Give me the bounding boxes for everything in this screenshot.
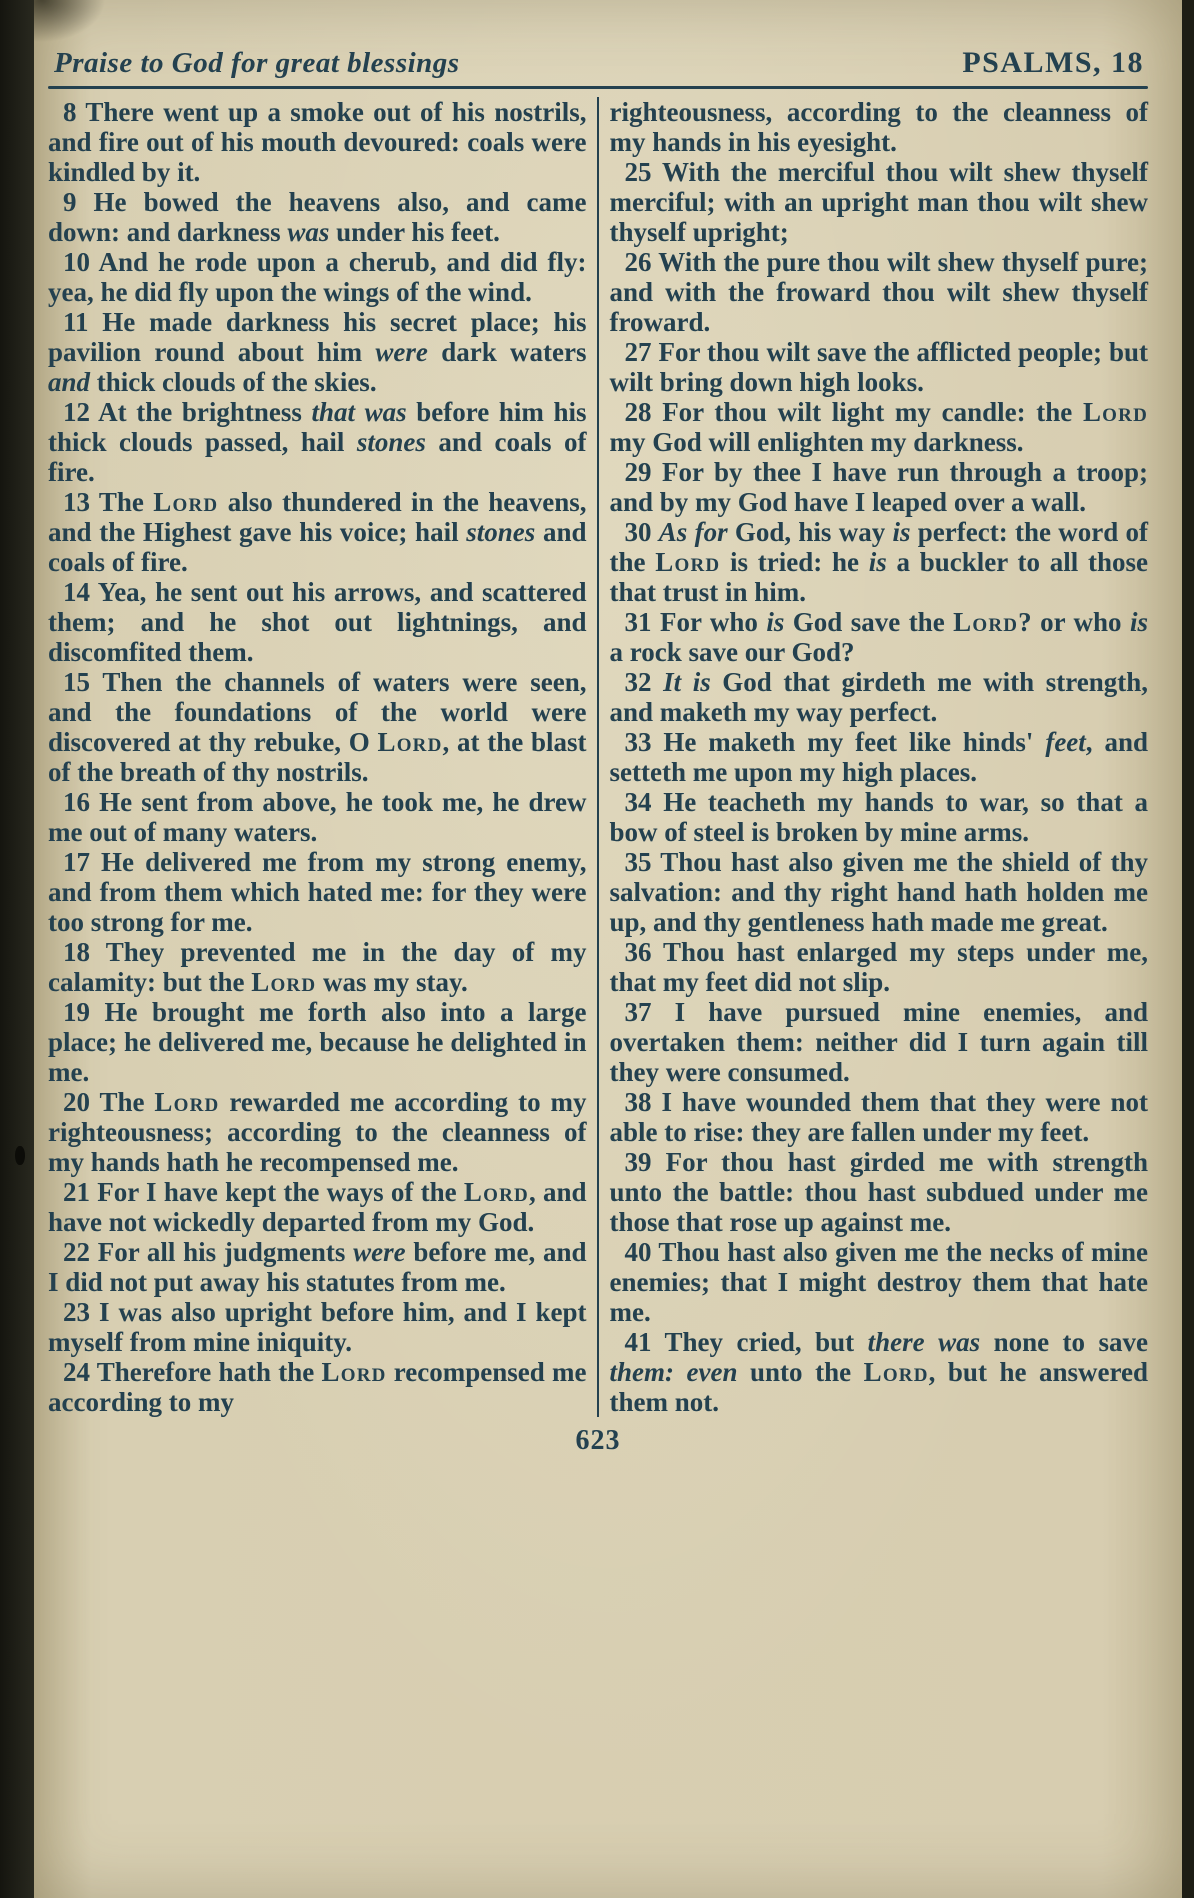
verse-33 (610, 727, 1149, 787)
verse-number: 31 (624, 607, 660, 637)
verse-number: 8 (63, 97, 86, 127)
verse-text: He delivered me from my strong enemy, and from them which hated me: for they were too strong for me. (48, 847, 587, 937)
verse-text: For thou wilt light my candle: the (662, 397, 1083, 427)
verse-text: Thou hast enlarged my steps under me, that my feet did not slip. (609, 937, 1148, 997)
verse-text: God save the (784, 607, 954, 637)
verse-text-italic: that was (311, 397, 407, 427)
verse-number: 21 (63, 1177, 98, 1207)
verse-text: Thou hast also given me the necks of mine enemies; that I might destroy them that hate me. (609, 1237, 1148, 1327)
verse-number: 33 (624, 727, 664, 757)
verse-text: is tried: he (720, 547, 869, 577)
verse-34 (610, 787, 1149, 847)
lord-smallcaps: Lord (154, 1087, 220, 1117)
verse-text: was my stay. (316, 967, 468, 997)
verse-text: For thou hast girded me with strength unto the battle: thou hast subdued under me those that rose up against me. (609, 1147, 1149, 1237)
verse-text-italic: were (375, 337, 428, 367)
verse-21 (48, 1177, 587, 1237)
verse-number: 9 (63, 187, 94, 217)
verse-text: a buckler to all those that trust in him. (609, 547, 1148, 607)
verse-number: 28 (624, 397, 663, 427)
verse-36 (610, 937, 1149, 997)
verse-26 (610, 247, 1149, 337)
verse-number: 10 (63, 247, 99, 277)
lord-smallcaps: Lord (863, 1357, 929, 1387)
verse-text-italic: and (48, 367, 91, 397)
lord-smallcaps: Lord (251, 967, 317, 997)
verse-number: 30 (624, 517, 659, 547)
lord-smallcaps: Lord (953, 607, 1019, 637)
verse-11 (48, 307, 587, 397)
verse-text: before me, and I did not put away his statutes from me. (48, 1237, 587, 1297)
verse-29 (610, 457, 1149, 517)
verse-text: perfect: the word of the (609, 517, 1149, 577)
lord-smallcaps: Lord (655, 547, 721, 577)
running-head-summary: Praise to God for great blessings (54, 47, 460, 79)
verse-text: , at the blast of the breath of thy nostrils. (48, 727, 587, 787)
verse-number: 19 (63, 997, 105, 1027)
verse-text: He maketh my feet like hinds' (663, 727, 1046, 757)
lord-smallcaps: Lord (1082, 397, 1148, 427)
verse-text: They prevented me in the day of my calamity: but the (48, 937, 587, 997)
verse-number: 41 (624, 1327, 665, 1357)
verse-14 (48, 577, 587, 667)
verse-continuation (610, 97, 1149, 157)
verse-text: The (98, 487, 154, 517)
verse-text: I have wounded them that they were not able to rise: they are fallen under my feet. (609, 1087, 1148, 1147)
verse-text: unto the (737, 1357, 864, 1387)
text-columns (48, 97, 1148, 1417)
verse-25 (610, 157, 1149, 247)
verse-text-italic: As for (658, 517, 728, 547)
verse-text: He bowed the heavens also, and came down: and darkness (48, 187, 587, 247)
verse-text-italic: there was (867, 1327, 981, 1357)
verse-number: 29 (624, 457, 662, 487)
verse-20 (48, 1087, 587, 1177)
verse-text: , but he answered them not. (609, 1357, 1149, 1417)
verse-number: 20 (63, 1087, 100, 1117)
lord-smallcaps: Lord (153, 487, 219, 517)
verse-number: 12 (63, 397, 99, 427)
left-column (48, 97, 597, 1417)
verse-text: none to save (980, 1327, 1148, 1357)
verse-text: Yea, he sent out his arrows, and scattered them; and he shot out lightnings, and discomfited them. (48, 577, 587, 667)
running-head (48, 46, 1148, 86)
verse-16 (48, 787, 587, 847)
verse-number: 11 (63, 307, 103, 337)
verse-text: There went up a smoke out of his nostrils, and fire out of his mouth devoured: coals were kindled by it. (48, 97, 587, 187)
verse-text: For all his judgments (97, 1237, 354, 1267)
verse-text: and coals of fire. (48, 517, 587, 577)
verse-38 (610, 1087, 1149, 1147)
verse-text: my God will enlighten my darkness. (609, 427, 1024, 457)
page-edge-mark (15, 1146, 25, 1165)
verse-13 (48, 487, 587, 577)
verse-text-italic: is (1130, 607, 1149, 637)
verse-17 (48, 847, 587, 937)
verse-number: 34 (624, 787, 664, 817)
verse-text-italic: were (353, 1237, 406, 1267)
verse-text-italic: was (287, 217, 330, 247)
verse-text: God that girdeth me with strength, and maketh my way perfect. (609, 667, 1148, 727)
verse-number: 39 (624, 1147, 666, 1177)
verse-text: He sent from above, he took me, he drew me out of many waters. (48, 787, 587, 847)
verse-text-italic: stones (356, 427, 426, 457)
right-column (599, 97, 1149, 1417)
verse-number: 35 (624, 847, 661, 877)
verse-number: 14 (63, 577, 98, 607)
verse-number: 17 (63, 847, 102, 877)
verse-41 (610, 1327, 1149, 1417)
header-rule (48, 86, 1148, 89)
verse-text: , and have not wickedly departed from my God. (48, 1177, 587, 1237)
verse-text: righteousness, according to the cleanness of my hands in his eyesight. (609, 97, 1148, 157)
verse-text-italic: It is (663, 667, 711, 697)
verse-10 (48, 247, 587, 307)
verse-40 (610, 1237, 1149, 1327)
verse-text: also thundered in the heavens, and the Highest gave his voice; hail (48, 487, 587, 547)
verse-number: 24 (63, 1357, 97, 1387)
verse-text: dark waters (427, 337, 587, 367)
verse-9 (48, 187, 587, 247)
verse-8 (48, 97, 587, 187)
verse-number: 40 (624, 1237, 659, 1267)
verse-text-italic: them: (609, 1357, 674, 1387)
verse-27 (610, 337, 1149, 397)
bible-page (34, 0, 1182, 1898)
verse-text: , and setteth me upon my high places. (609, 727, 1148, 787)
verse-text (674, 1357, 687, 1387)
verse-37 (610, 997, 1149, 1087)
verse-number: 13 (63, 487, 99, 517)
verse-text: He brought me forth also into a large place; he delivered me, because he delighted in me. (48, 997, 587, 1087)
verse-text: under his feet. (329, 217, 500, 247)
verse-text: God, his way (727, 517, 893, 547)
verse-text: I have pursued mine enemies, and overtaken them: neither did I turn again till they were consumed. (609, 997, 1149, 1087)
verse-text: With the pure thou wilt shew thyself pure; and with the froward thou wilt shew thyself froward. (609, 247, 1149, 337)
verse-number: 37 (624, 997, 675, 1027)
verse-number: 22 (63, 1237, 98, 1267)
verse-19 (48, 997, 587, 1087)
verse-text-italic: feet (1045, 727, 1086, 757)
verse-text: He made darkness his secret place; his pavilion round about him (48, 307, 587, 367)
verse-text: before him his thick clouds passed, hail (48, 397, 587, 457)
verse-text: thick clouds of the skies. (90, 367, 377, 397)
verse-39 (610, 1147, 1149, 1237)
verse-22 (48, 1237, 587, 1297)
verse-text: The (99, 1087, 155, 1117)
verse-text: For by thee I have run through a troop; and by my God have I leaped over a wall. (609, 457, 1148, 517)
verse-text-italic: stones (466, 517, 536, 547)
page-number: 623 (575, 1425, 621, 1456)
verse-text: At the brightness (98, 397, 312, 427)
verse-text: They cried, but (664, 1327, 868, 1357)
lord-smallcaps: Lord (377, 727, 443, 757)
verse-text: And he rode upon a cherub, and did fly: yea, he did fly upon the wings of the wind. (48, 247, 587, 307)
verse-23 (48, 1297, 587, 1357)
verse-number: 25 (624, 157, 662, 187)
verse-text: He teacheth my hands to war, so that a bow of steel is broken by mine arms. (609, 787, 1149, 847)
verse-number: 18 (63, 937, 106, 967)
verse-number: 26 (624, 247, 659, 277)
verse-24 (48, 1357, 587, 1417)
verse-12 (48, 397, 587, 487)
verse-text-italic: is (868, 547, 887, 577)
verse-text: a rock save our God? (609, 637, 855, 667)
verse-number: 15 (63, 667, 103, 697)
verse-text: For who (659, 607, 767, 637)
verse-28 (610, 397, 1149, 457)
lord-smallcaps: Lord (463, 1177, 529, 1207)
verse-text: Thou hast also given me the shield of thy salvation: and thy right hand hath holden me up, and thy gentleness hath made me great. (609, 847, 1148, 937)
verse-text-italic: is (766, 607, 785, 637)
verse-text: ? or who (1018, 607, 1130, 637)
verse-number: 23 (63, 1297, 99, 1327)
verse-number: 32 (624, 667, 664, 697)
verse-text: Therefore hath the (96, 1357, 322, 1387)
verse-31 (610, 607, 1149, 667)
verse-text: For I have kept the ways of the (97, 1177, 464, 1207)
verse-text: I was also upright before him, and I kept myself from mine iniquity. (48, 1297, 587, 1357)
lord-smallcaps: Lord (321, 1357, 387, 1387)
verse-text: rewarded me according to my righteousness; according to the cleanness of my hands hath he recompensed me. (48, 1087, 587, 1177)
verse-number: 36 (624, 937, 664, 967)
verse-text-italic: is (892, 517, 911, 547)
verse-text: For thou wilt save the afflicted people; but wilt bring down high looks. (609, 337, 1149, 397)
verse-30 (610, 517, 1149, 607)
verse-text: With the merciful thou wilt shew thyself merciful; with an upright man thou wilt shew thyself upright; (609, 157, 1149, 247)
verse-35 (610, 847, 1149, 937)
verse-text-italic: even (686, 1357, 738, 1387)
running-head-book-chapter: PSALMS, 18 (962, 46, 1144, 79)
verse-text: recompensed me according to my (48, 1357, 587, 1417)
verse-text: and coals of fire. (48, 427, 587, 487)
verse-32 (610, 667, 1149, 727)
verse-number: 16 (63, 787, 100, 817)
verse-number: 27 (624, 337, 659, 367)
verse-18 (48, 937, 587, 997)
verse-number: 38 (624, 1087, 662, 1117)
verse-15 (48, 667, 587, 787)
verse-text: Then the channels of waters were seen, and the foundations of the world were discovered at thy rebuke, O (48, 667, 587, 757)
